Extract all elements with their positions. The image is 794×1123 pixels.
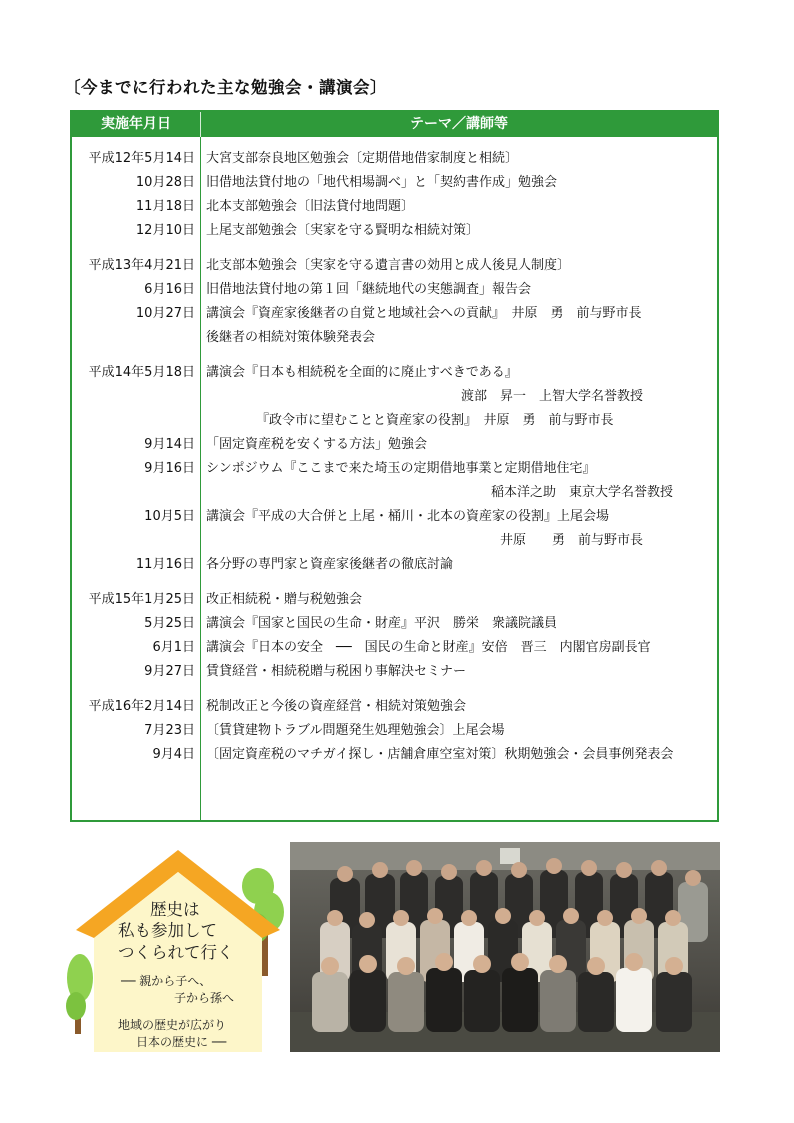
row-date: 平成12年5月14日 bbox=[88, 151, 195, 166]
row-date: 5月25日 bbox=[144, 616, 195, 631]
events-table bbox=[70, 110, 719, 822]
table-row bbox=[72, 254, 717, 278]
table-body bbox=[72, 147, 717, 767]
row-date: 10月28日 bbox=[135, 175, 195, 190]
row-theme: 賃貸経営・相続税贈与税困り事解決セミナー bbox=[206, 664, 467, 679]
row-date: 7月23日 bbox=[144, 723, 195, 738]
row-theme: 「固定資産税を安くする方法」勉強会 bbox=[206, 437, 428, 452]
row-theme: 稲本洋之助 東京大学名誉教授 bbox=[490, 485, 673, 500]
row-theme: 税制改正と今後の資産経営・相続対策勉強会 bbox=[206, 699, 467, 714]
row-theme: 大宮支部奈良地区勉強会〔定期借地借家制度と相続〕 bbox=[206, 151, 519, 166]
table-row bbox=[72, 743, 717, 767]
slogan-subline: 地域の歴史が広がり bbox=[118, 1018, 227, 1032]
row-date: 平成13年4月21日 bbox=[88, 258, 195, 273]
table-row bbox=[72, 171, 717, 195]
row-theme: 講演会『国家と国民の生命・財産』平沢 勝栄 衆議院議員 bbox=[206, 616, 558, 631]
slogan-line: つくられて行く bbox=[118, 943, 234, 962]
row-theme: 講演会『資産家後継者の自覚と地域社会への貢献』 井原 勇 前与野市長 bbox=[206, 306, 642, 321]
slogan-subline: 子から孫へ bbox=[174, 991, 235, 1005]
table-row bbox=[72, 409, 717, 433]
table-row bbox=[72, 553, 717, 577]
table-row bbox=[72, 505, 717, 529]
row-date: 9月16日 bbox=[144, 461, 195, 476]
row-theme: 後継者の相続対策体験発表会 bbox=[206, 330, 376, 345]
row-theme: 北本支部勉強会〔旧法貸付地問題〕 bbox=[206, 199, 415, 214]
table-row bbox=[72, 326, 717, 350]
row-theme: 〔固定資産税のマチガイ探し・店舗倉庫空室対策〕秋期勉強会・会員事例発表会 bbox=[206, 747, 674, 762]
header-theme: テーマ／講師等 bbox=[410, 116, 508, 132]
row-date: 9月14日 bbox=[144, 437, 195, 452]
row-date: 6月1日 bbox=[152, 640, 195, 655]
row-theme: 『政令市に望むことと資産家の役割』 井原 勇 前与野市長 bbox=[256, 413, 614, 428]
row-date: 10月27日 bbox=[135, 306, 195, 321]
table-row bbox=[72, 457, 717, 481]
row-theme: 各分野の専門家と資産家後継者の徹底討論 bbox=[206, 557, 454, 572]
group-photo bbox=[290, 842, 720, 1052]
table-row bbox=[72, 588, 717, 612]
slogan-line: 歴史は bbox=[150, 900, 200, 919]
table-row bbox=[72, 660, 717, 684]
section-title: 〔今までに行われた主な勉強会・講演会〕 bbox=[64, 78, 387, 97]
table-row bbox=[72, 719, 717, 743]
slogan-subline: ── 親から子へ、 bbox=[121, 974, 212, 988]
header-date: 実施年月日 bbox=[72, 112, 201, 137]
table-row bbox=[72, 195, 717, 219]
row-date: 11月18日 bbox=[135, 199, 195, 214]
row-theme: 旧借地法貸付地の第１回「継続地代の実態調査」報告会 bbox=[206, 282, 532, 297]
table-row bbox=[72, 481, 717, 505]
row-date: 9月27日 bbox=[144, 664, 195, 679]
house-illustration bbox=[66, 846, 284, 1060]
row-theme: 渡部 昇一 上智大学名誉教授 bbox=[460, 389, 643, 404]
row-theme: 井原 勇 前与野市長 bbox=[499, 533, 643, 548]
table-row bbox=[72, 302, 717, 326]
row-date: 6月16日 bbox=[144, 282, 195, 297]
row-theme: 講演会『平成の大合併と上尾・桶川・北本の資産家の役割』上尾会場 bbox=[206, 509, 610, 524]
table-row bbox=[72, 433, 717, 457]
row-date: 平成16年2月14日 bbox=[88, 699, 195, 714]
table-row bbox=[72, 361, 717, 385]
row-theme: 改正相続税・贈与税勉強会 bbox=[206, 592, 363, 607]
row-date: 平成15年1月25日 bbox=[88, 592, 195, 607]
row-theme: 北支部本勉強会〔実家を守る遺言書の効用と成人後見人制度〕 bbox=[206, 258, 571, 273]
row-date: 11月16日 bbox=[135, 557, 195, 572]
row-date: 10月5日 bbox=[144, 509, 195, 524]
table-row bbox=[72, 529, 717, 553]
table-row bbox=[72, 219, 717, 243]
table-row bbox=[72, 636, 717, 660]
table-row bbox=[72, 278, 717, 302]
row-date: 平成14年5月18日 bbox=[88, 365, 195, 380]
row-theme: 講演会『日本も相続税を全面的に廃止すべきである』 bbox=[206, 365, 518, 380]
slogan-line: 私も参加して bbox=[118, 921, 217, 940]
row-date: 12月10日 bbox=[135, 223, 195, 238]
group-photo-image bbox=[290, 842, 720, 1052]
row-theme: 講演会『日本の安全 ── 国民の生命と財産』安倍 晋三 内閣官房副長官 bbox=[206, 640, 651, 655]
table-row bbox=[72, 147, 717, 171]
row-theme: シンポジウム『ここまで来た埼玉の定期借地事業と定期借地住宅』 bbox=[206, 461, 596, 476]
table-row bbox=[72, 385, 717, 409]
row-theme: 〔賃貸建物トラブル問題発生処理勉強会〕上尾会場 bbox=[206, 723, 505, 738]
row-theme: 上尾支部勉強会〔実家を守る賢明な相続対策〕 bbox=[206, 223, 480, 238]
row-date: 9月4日 bbox=[152, 747, 195, 762]
slogan bbox=[66, 846, 284, 1060]
table-row bbox=[72, 695, 717, 719]
slogan-subline: 日本の歴史に ── bbox=[136, 1035, 227, 1049]
table-header bbox=[72, 112, 717, 137]
row-theme: 旧借地法貸付地の「地代相場調べ」と「契約書作成」勉強会 bbox=[206, 175, 558, 190]
table-row bbox=[72, 612, 717, 636]
